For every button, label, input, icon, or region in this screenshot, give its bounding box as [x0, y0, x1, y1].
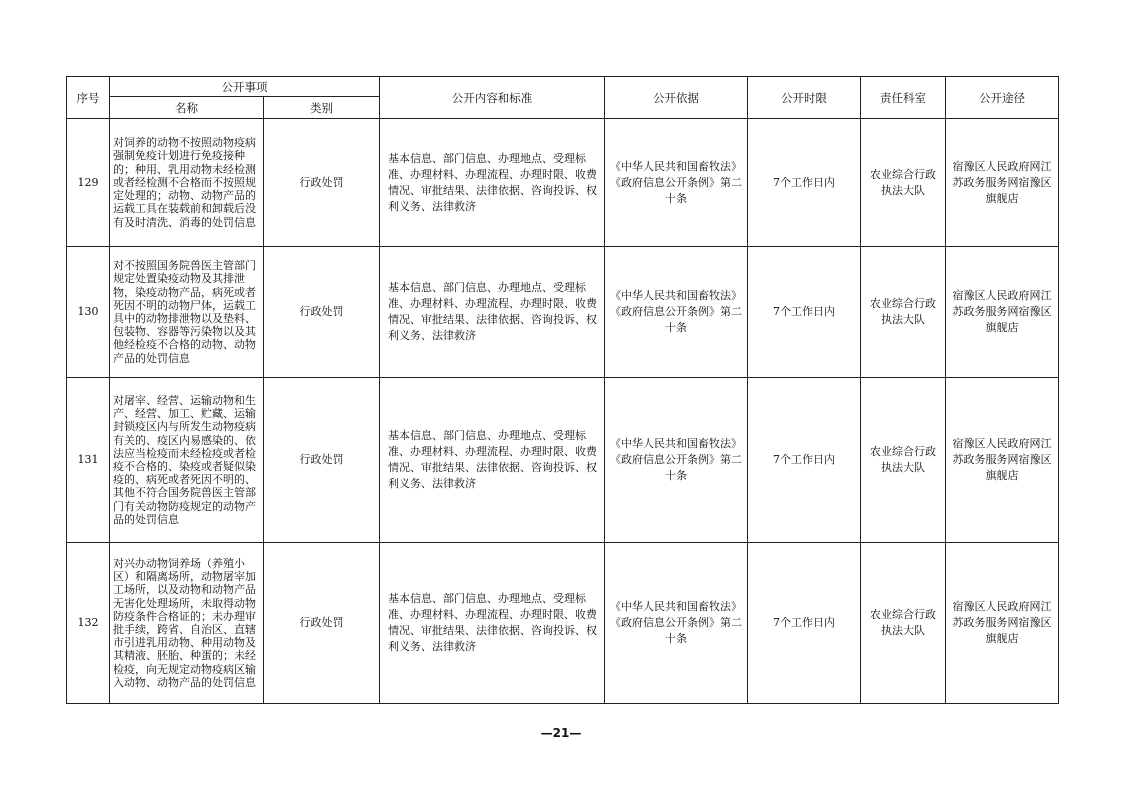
- row-department: 农业综合行政执法大队: [861, 247, 946, 378]
- row-department: 农业综合行政执法大队: [861, 378, 946, 543]
- row-name: 对不按照国务院兽医主管部门规定处置染疫动物及其排泄物，染疫动物产品，病死或者死因不明的动物尸体，运载工具中的动物排泄物以及垫料、包装物、容器等污染物以及其他经检疫不合格的动物、动物产品的处罚信息: [110, 247, 264, 378]
- row-basis: [605, 543, 748, 704]
- row-time-limit: 7个工作日内: [748, 119, 861, 247]
- row-seq: 131: [67, 378, 110, 543]
- row-content: 基本信息、部门信息、办理地点、受理标准、办理材料、办理流程、办理时限、收费情况、审批结果、法律依据、咨询投诉、权利义务、法律救济: [380, 543, 605, 704]
- table-row: [67, 119, 1059, 247]
- row-channel: 宿豫区人民政府网江苏政务服务网宿豫区旗舰店: [946, 543, 1059, 704]
- row-category: 行政处罚: [264, 119, 380, 247]
- header-basis: 公开依据: [605, 77, 748, 119]
- row-name: 对饲养的动物不按照动物疫病强制免疫计划进行免疫接种的；种用、乳用动物未经检测或者经检测不合格而不按照规定处理的；动物、动物产品的运载工具在装载前和卸载后没有及时清洗、消毒的处罚信息: [110, 119, 264, 247]
- row-content: 基本信息、部门信息、办理地点、受理标准、办理材料、办理流程、办理时限、收费情况、审批结果、法律依据、咨询投诉、权利义务、法律救济: [380, 378, 605, 543]
- header-content: 公开内容和标准: [380, 77, 605, 119]
- row-basis-regulation: 《政府信息公开条例》第二十条: [610, 175, 742, 205]
- row-seq: 130: [67, 247, 110, 378]
- row-basis-regulation: 《政府信息公开条例》第二十条: [610, 305, 742, 334]
- header-channel: 公开途径: [946, 77, 1059, 119]
- row-channel: 宿豫区人民政府网江苏政务服务网宿豫区旗舰店: [946, 378, 1059, 543]
- row-basis: [605, 119, 748, 247]
- row-content: 基本信息、部门信息、办理地点、受理标准、办理材料、办理流程、办理时限、收费情况、审批结果、法律依据、咨询投诉、权利义务、法律救济: [380, 119, 605, 247]
- row-basis: [605, 378, 748, 543]
- table-row: [67, 247, 1059, 378]
- row-basis-law: 《中华人民共和国畜牧法》: [610, 289, 742, 302]
- page-number: —21—: [540, 726, 582, 740]
- row-category: 行政处罚: [264, 378, 380, 543]
- row-basis: [605, 247, 748, 378]
- header-seq: 序号: [67, 77, 110, 119]
- row-department: 农业综合行政执法大队: [861, 119, 946, 247]
- row-basis-regulation: 《政府信息公开条例》第二十条: [610, 453, 742, 482]
- table-row: [67, 543, 1059, 704]
- row-name: 对屠宰、经营、运输动物和生产、经营、加工、贮藏、运输封锁疫区内与所发生动物疫病有关的、疫区内易感染的、依法应当检疫而未经检疫或者检疫不合格的、染疫或者疑似染疫的、病死或者死因不明的、其他不符合国务院兽医主管部门有关动物防疫规定的动物产品的处罚信息: [110, 378, 264, 543]
- row-channel: 宿豫区人民政府网江苏政务服务网宿豫区旗舰店: [946, 247, 1059, 378]
- row-name: 对兴办动物饲养场（养殖小区）和隔离场所，动物屠宰加工场所，以及动物和动物产品无害化处理场所，未取得动物防疫条件合格证的；未办理审批手续，跨省、自治区、直辖市引进乳用动物、种用动物及其精液、胚胎、种蛋的；未经检疫，向无规定动物疫病区输入动物、动物产品的处罚信息: [110, 543, 264, 704]
- disclosure-table: [66, 76, 1059, 704]
- row-basis-regulation: 《政府信息公开条例》第二十条: [610, 616, 742, 645]
- row-time-limit: 7个工作日内: [748, 543, 861, 704]
- row-seq: 132: [67, 543, 110, 704]
- header-department: 责任科室: [861, 77, 946, 119]
- row-seq: 129: [67, 119, 110, 247]
- row-basis-law: 《中华人民共和国畜牧法》: [610, 159, 742, 173]
- row-channel: 宿豫区人民政府网江苏政务服务网宿豫区旗舰店: [946, 119, 1059, 247]
- table-row: [67, 378, 1059, 543]
- row-time-limit: 7个工作日内: [748, 378, 861, 543]
- row-content: 基本信息、部门信息、办理地点、受理标准、办理材料、办理流程、办理时限、收费情况、审批结果、法律依据、咨询投诉、权利义务、法律救济: [380, 247, 605, 378]
- row-time-limit: 7个工作日内: [748, 247, 861, 378]
- row-category: 行政处罚: [264, 543, 380, 704]
- header-category: 类别: [264, 97, 380, 119]
- row-category: 行政处罚: [264, 247, 380, 378]
- header-disclosure-item: 公开事项: [110, 77, 380, 97]
- header-time-limit: 公开时限: [748, 77, 861, 119]
- row-department: 农业综合行政执法大队: [861, 543, 946, 704]
- header-name: 名称: [110, 97, 264, 119]
- row-basis-law: 《中华人民共和国畜牧法》: [610, 437, 742, 450]
- row-basis-law: 《中华人民共和国畜牧法》: [610, 600, 742, 613]
